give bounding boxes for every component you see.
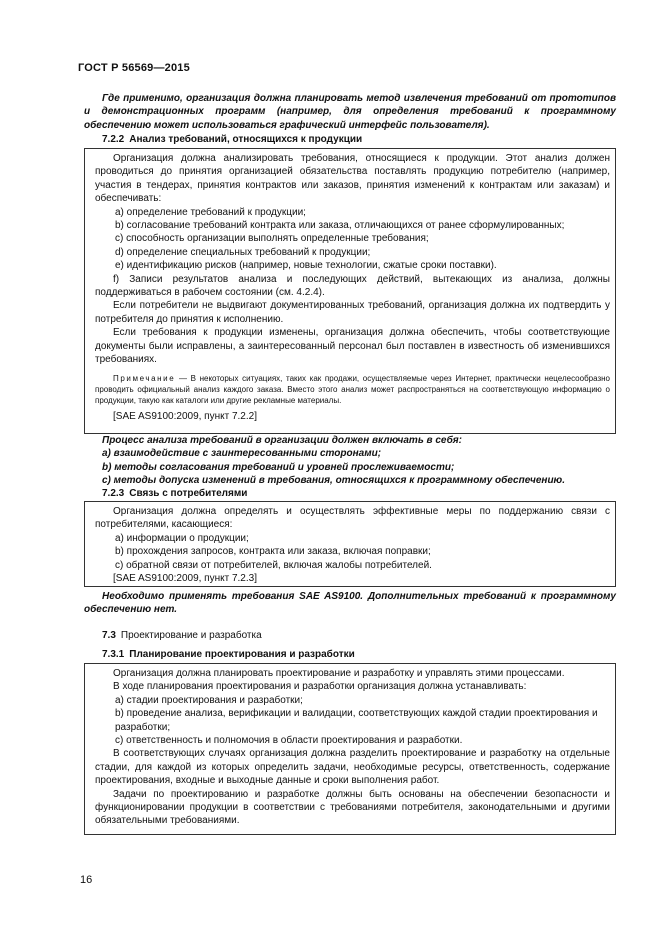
document-code: ГОСТ Р 56569—2015 <box>78 62 190 74</box>
note-paragraph <box>95 373 610 406</box>
page-number: 16 <box>80 874 93 886</box>
section-7-3-heading <box>84 629 616 642</box>
list-item: d) определение специальных требований к продукции; <box>115 246 371 258</box>
section-number: 7.3 <box>102 630 116 641</box>
section-number: 7.3.1 <box>102 649 125 660</box>
list-item: c) ответственность и полномочия в области проектирования и разработки. <box>115 735 463 747</box>
list-item: a) стадии проектирования и разработки; <box>115 694 303 706</box>
section-7-2-2-box <box>84 148 616 434</box>
list-item: e) идентификацию рисков (например, новые технологии, сжатые сроки поставки). <box>115 260 497 272</box>
italic-item: b) методы согласования требований и уровней прослеживаемости; <box>102 461 455 473</box>
list-item: a) информации о продукции; <box>115 532 249 544</box>
note-label: Примечание <box>113 373 176 383</box>
section-7-2-3-box <box>84 501 616 587</box>
italic-paragraph: Процесс анализа требований в организации должен включать в себя: <box>102 435 463 446</box>
box-paragraph: Если требования к продукции изменены, организация должна обеспечить, чтобы соответствующие документы были исправлены, а заинтересованный персонал был поставлен в известность об изменившихся требованиях. <box>95 327 610 366</box>
reference: [SAE AS9100:2009, пункт 7.2.3] <box>113 573 257 585</box>
intro-section <box>84 92 616 132</box>
list-item: b) согласование требований контракта или заказа, отличающихся от ранее сформулированных; <box>115 220 565 232</box>
list-item: b) проведение анализа, верификации и валидации, соответствующих каждой стадии проектирования и разработки; <box>115 708 598 733</box>
italic-item: а) взаимодействие с заинтересованными сторонами; <box>102 448 382 460</box>
section-7-3-1-box <box>84 663 616 835</box>
italic-paragraph: Необходимо применять требования SAE AS9100. Дополнительных требований к программному обеспечению нет. <box>84 591 616 616</box>
reference: [SAE AS9100:2009, пункт 7.2.2] <box>113 410 257 422</box>
section-7-2-2-requirements <box>84 434 616 488</box>
section-number: 7.2.3 <box>102 488 125 499</box>
box-paragraph: Если потребители не выдвигают документированных требований, организация должна их подтвердить у потребителя до принятия к исполнению. <box>95 300 610 325</box>
list-item: a) определение требований к продукции; <box>115 206 306 218</box>
list-item: c) обратной связи от потребителей, включая жалобы потребителей. <box>115 559 432 571</box>
section-title: Анализ требований, относящихся к продукции <box>129 134 363 145</box>
list-item: b) прохождения запросов, контракта или заказа, включая поправки; <box>115 546 431 558</box>
box-paragraph: В соответствующих случаях организация должна разделить проектирование и разработку на отдельные стадии, для каждой из которых определить задачи, необходимые ресурсы, ответственность, содержание проектирования, входные и выходные данные и сроки выполнения работ. <box>95 748 610 787</box>
section-title: Проектирование и разработка <box>120 630 262 641</box>
intro-paragraph: Где применимо, организация должна планировать метод извлечения требований от прототипов и демонстрационных программ (например, для определения требований к программному обеспечению может использоваться графический интерфейс пользователя). <box>84 93 616 131</box>
box-paragraph: Организация должна определять и осуществлять эффективные меры по поддержанию связи с потребителями, касающиеся: <box>95 506 610 531</box>
box-paragraph: Задачи по проектированию и разработке должны быть основаны на обеспечении безопасности и функционировании продукции в соответствии с требованиями потребителя, законодательными и другими обязательными требованиями. <box>95 788 610 827</box>
section-number: 7.2.2 <box>102 134 125 145</box>
section-7-2-3-note <box>84 590 616 617</box>
box-paragraph: Организация должна анализировать требования, относящиеся к продукции. Этот анализ должен проводиться до принятия организацией обязательства поставлять продукцию потребителю (например, участия в тендерах, принятия контрактов или заказов, принятия изменений к контрактам или заказам) и обеспечивать: <box>95 153 610 205</box>
list-item: c) способность организации выполнять определенные требования; <box>115 233 429 245</box>
italic-item: с) методы допуска изменений в требования, относящихся к программному обеспечению. <box>102 475 565 487</box>
section-7-3-1-heading <box>84 648 616 661</box>
section-7-2-2-heading <box>84 133 616 146</box>
section-title: Планирование проектирования и разработки <box>129 649 355 660</box>
note-text: — В некоторых ситуациях, таких как продажи, осуществляемые через Интернет, практически нецелесообразно проводить официальный анализ каждого заказа. Вместо этого анализ может распространяться на соответствующую информацию о продукции, такую как каталоги или другие рекламные материалы. <box>95 373 610 405</box>
section-7-2-3-heading <box>84 487 616 500</box>
box-paragraph: В ходе планирования проектирования и разработки организация должна устанавливать: <box>113 681 527 693</box>
box-paragraph: f) Записи результатов анализа и последующих действий, вытекающих из анализа, должны поддерживаться в рабочем состоянии (см. 4.2.4). <box>95 273 610 299</box>
section-title: Связь с потребителями <box>129 488 248 499</box>
box-paragraph: Организация должна планировать проектирование и разработку и управлять этими процессами. <box>113 668 565 679</box>
